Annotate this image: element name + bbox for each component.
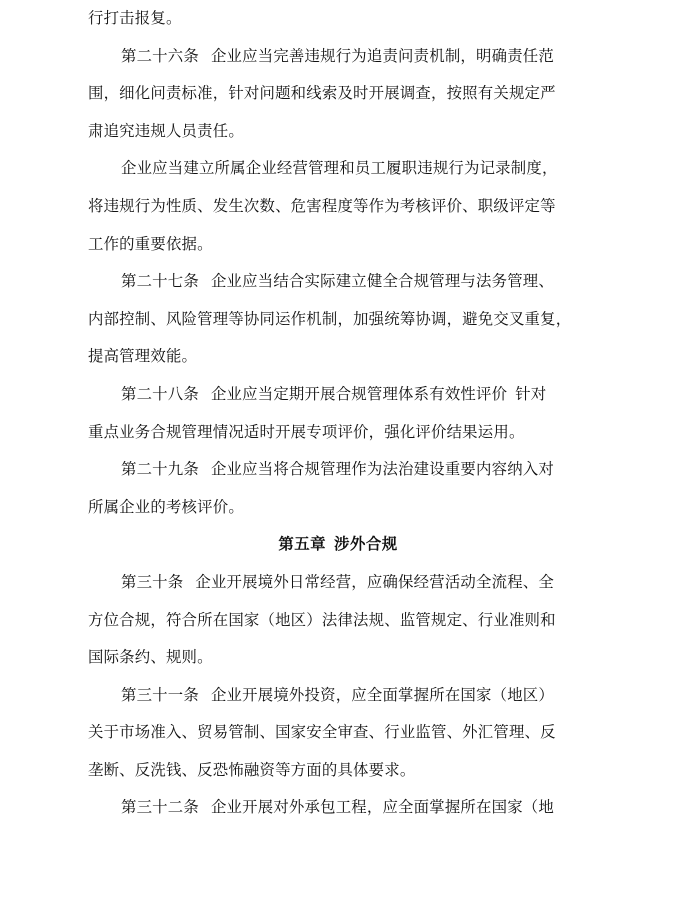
text-line: 国际条约、规则。 bbox=[88, 648, 213, 667]
text-line: 将违规行为性质、发生次数、危害程度等作为考核评价、职级评定等 bbox=[88, 196, 556, 215]
article-29-line-1: 第二十九条 企业应当将合规管理作为法治建设重要内容纳入对 bbox=[121, 460, 554, 479]
article-28-line-1: 第二十八条 企业应当定期开展合规管理体系有效性评价 针对 bbox=[121, 384, 547, 403]
article-27-line-1: 第二十七条 企业应当结合实际建立健全合规管理与法务管理、 bbox=[121, 272, 554, 291]
article-number: 第二十八条 bbox=[121, 384, 199, 403]
text-line: 肃追究违规人员责任。 bbox=[88, 121, 244, 140]
article-26-line-1: 第二十六条 企业应当完善违规行为追责问责机制，明确责任范 bbox=[121, 46, 554, 65]
article-number: 第二十七条 bbox=[121, 272, 199, 291]
text-line: 内部控制、风险管理等协同运作机制，加强统筹协调，避免交叉重复， bbox=[88, 309, 572, 328]
text-line: 方位合规，符合所在国家（地区）法律法规、监管规定、行业准则和 bbox=[88, 610, 556, 629]
text-line: 行打击报复。 bbox=[88, 9, 182, 27]
text-line: 提高管理效能。 bbox=[88, 347, 198, 366]
chapter-heading: 第五章 涉外合规 bbox=[278, 535, 398, 554]
text-line: 垄断、反洗钱、反恐怖融资等方面的具体要求。 bbox=[88, 760, 416, 779]
article-32-line-1: 第三十二条 企业开展对外承包工程，应全面掌握所在国家（地 bbox=[121, 798, 554, 817]
article-30-line-1: 第三十条 企业开展境外日常经营，应确保经营活动全流程、全 bbox=[121, 572, 554, 591]
document-page bbox=[88, 0, 588, 827]
article-number: 第三十条 bbox=[121, 572, 184, 591]
text-line: 围，细化问责标准，针对问题和线索及时开展调查，按照有关规定严 bbox=[88, 84, 556, 103]
article-number: 第三十一条 bbox=[121, 685, 199, 704]
article-31-line-1: 第三十一条 企业开展境外投资，应全面掌握所在国家（地区） bbox=[121, 685, 554, 704]
text-line: 工作的重要依据。 bbox=[88, 234, 213, 253]
text-line: 所属企业的考核评价。 bbox=[88, 497, 244, 516]
article-number: 第二十九条 bbox=[121, 460, 199, 479]
article-number: 第二十六条 bbox=[121, 46, 199, 65]
text-line: 企业应当建立所属企业经营管理和员工履职违规行为记录制度， bbox=[121, 159, 558, 178]
text-line: 关于市场准入、贸易管制、国家安全审查、行业监管、外汇管理、反 bbox=[88, 723, 556, 742]
article-number: 第三十二条 bbox=[121, 798, 199, 817]
text-line: 重点业务合规管理情况适时开展专项评价，强化评价结果运用。 bbox=[88, 422, 525, 441]
